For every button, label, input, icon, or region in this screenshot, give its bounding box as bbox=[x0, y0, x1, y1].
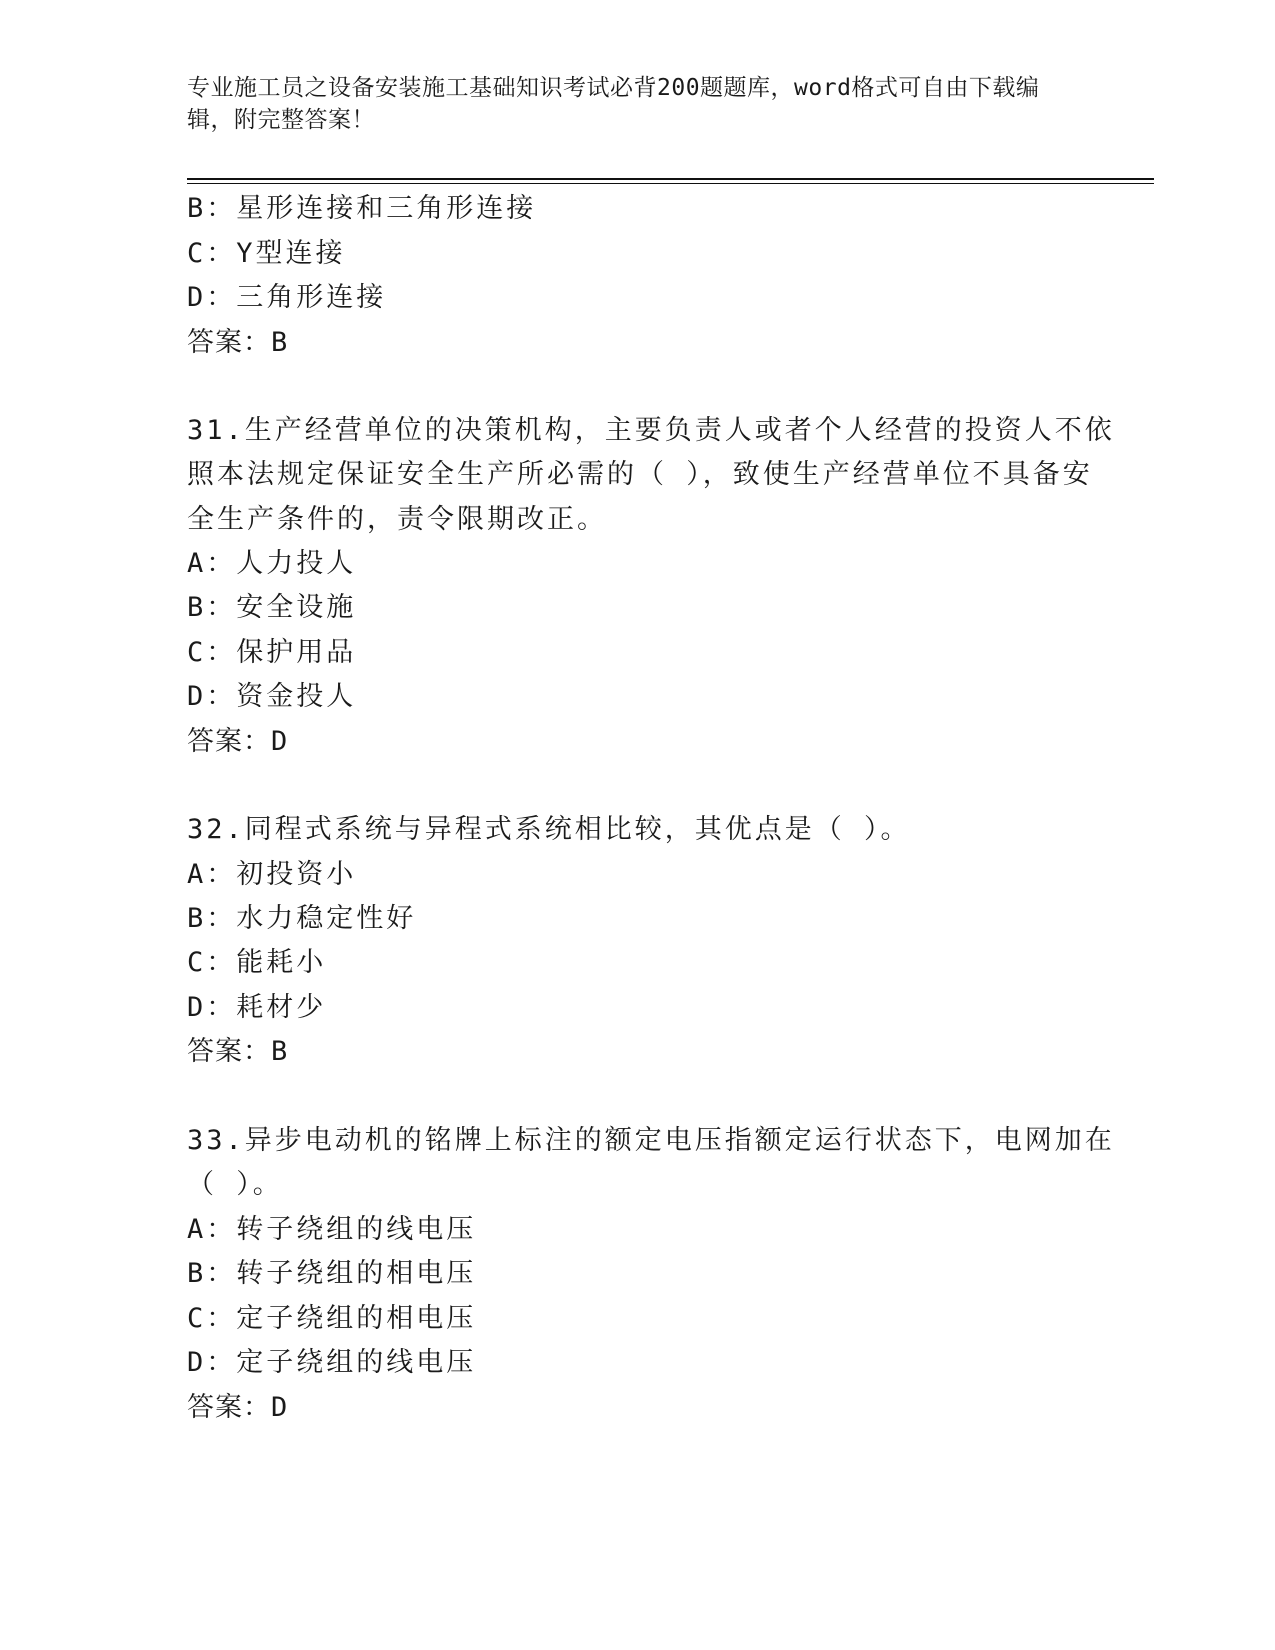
q33-option-d: D：定子绕组的线电压 bbox=[187, 1347, 477, 1378]
q30-answer: 答案：B bbox=[187, 327, 289, 358]
q33-stem-line-1: 33.异步电动机的铭牌上标注的额定电压指额定运行状态下，电网加在 bbox=[187, 1125, 1115, 1156]
page-header: 专业施工员之设备安装施工基础知识考试必背200题题库，word格式可自由下载编辑，附完整答案！ bbox=[187, 75, 1040, 133]
header-divider-thin bbox=[187, 183, 1154, 184]
q30-option-c: C：Y型连接 bbox=[187, 238, 346, 269]
q31-answer: 答案：D bbox=[187, 726, 289, 757]
q33-answer: 答案：D bbox=[187, 1392, 289, 1423]
q32-answer: 答案：B bbox=[187, 1036, 289, 1067]
q31-stem-line-1: 31.生产经营单位的决策机构，主要负责人或者个人经营的投资人不依 bbox=[187, 415, 1115, 446]
q32-option-c: C：能耗小 bbox=[187, 947, 327, 978]
q30-option-d: D：三角形连接 bbox=[187, 282, 387, 313]
q32-option-b: B：水力稳定性好 bbox=[187, 903, 417, 934]
q33-stem-line-2: （ ）。 bbox=[187, 1169, 283, 1200]
q32-option-a: A：初投资小 bbox=[187, 859, 357, 890]
q31-option-b: B：安全设施 bbox=[187, 592, 357, 623]
q31-option-a: A：人力投人 bbox=[187, 548, 357, 579]
q33-option-a: A：转子绕组的线电压 bbox=[187, 1214, 477, 1245]
q33-option-b: B：转子绕组的相电压 bbox=[187, 1258, 477, 1289]
q32-stem-line-1: 32.同程式系统与异程式系统相比较，其优点是（ ）。 bbox=[187, 814, 911, 845]
q33-option-c: C：定子绕组的相电压 bbox=[187, 1303, 477, 1334]
q32-option-d: D：耗材少 bbox=[187, 992, 327, 1023]
q31-stem-line-2: 照本法规定保证安全生产所必需的（ ），致使生产经营单位不具备安 bbox=[187, 459, 1093, 490]
q30-option-b: B：星形连接和三角形连接 bbox=[187, 193, 537, 224]
q31-option-d: D：资金投人 bbox=[187, 681, 357, 712]
q31-stem-line-3: 全生产条件的，责令限期改正。 bbox=[187, 504, 607, 535]
q31-option-c: C：保护用品 bbox=[187, 637, 357, 668]
header-divider-thick bbox=[187, 178, 1154, 180]
